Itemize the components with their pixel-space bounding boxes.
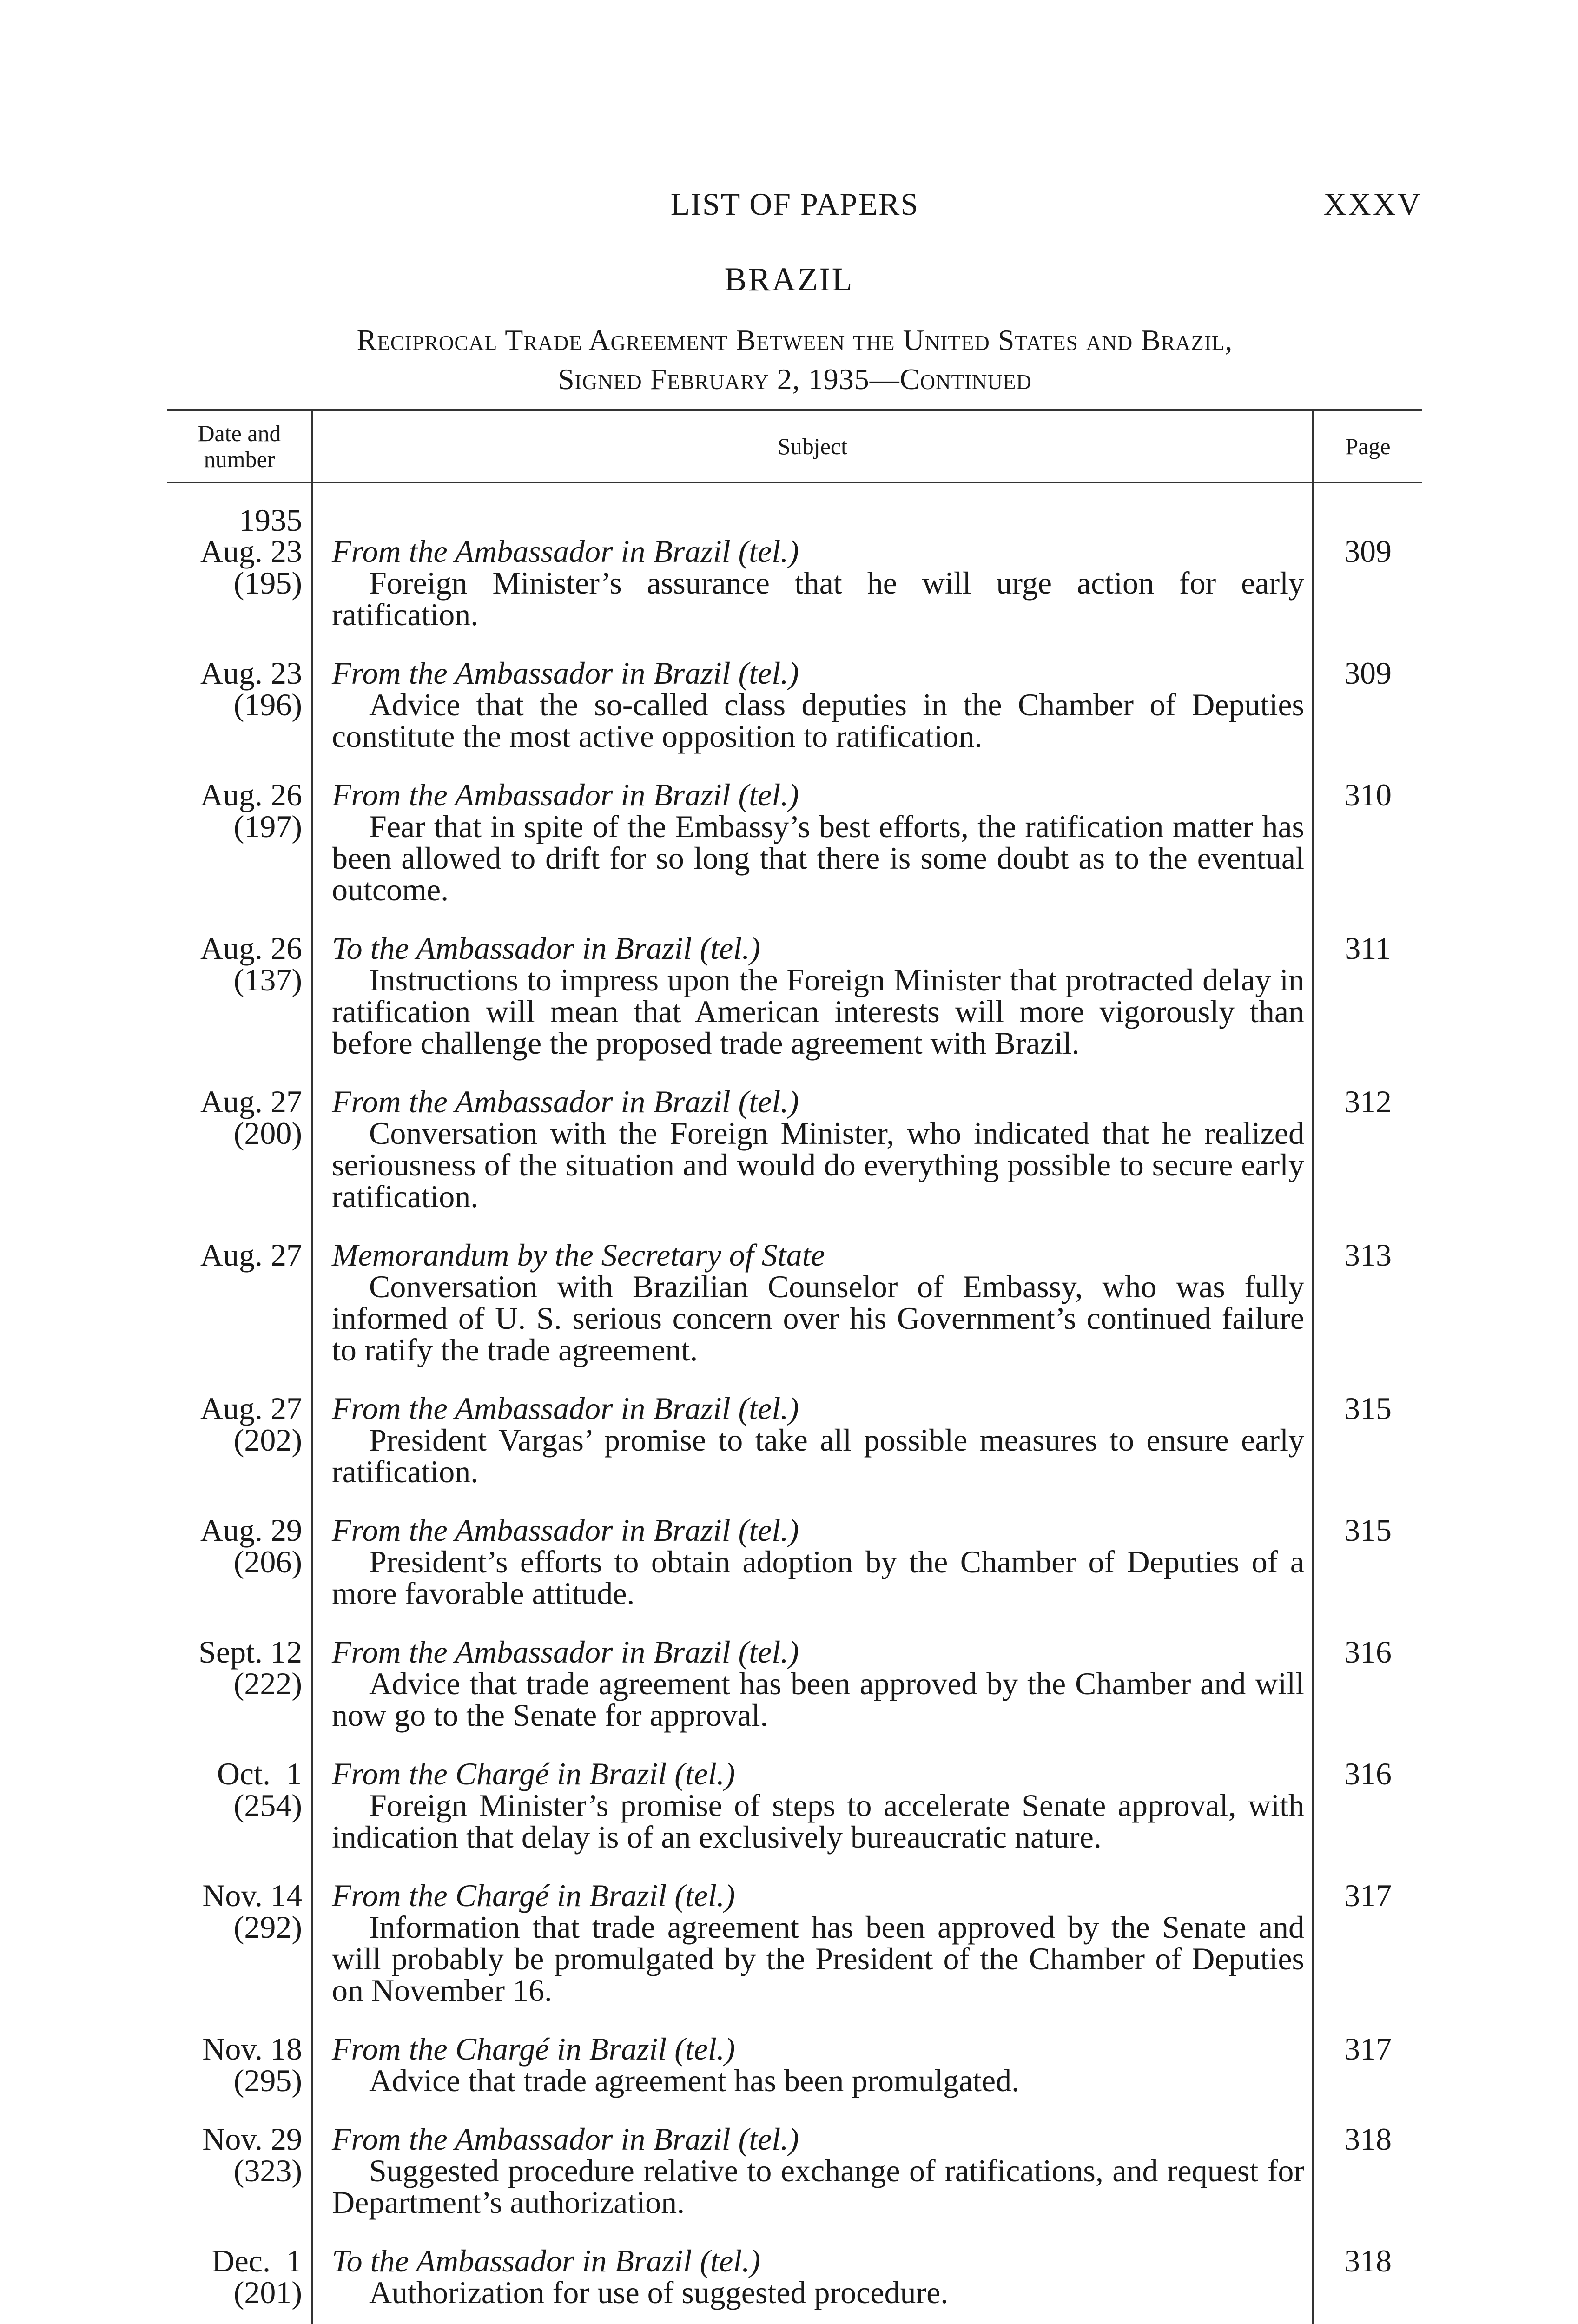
- table-row: [167, 1086, 1422, 1212]
- entry-number: (200): [233, 1116, 302, 1151]
- entry-description: Instructions to impress upon the Foreign Minister that protracted delay in ratification will mean that American interests will more vigorously than before challenge the proposed trade agreement with Brazil.: [332, 962, 1304, 1061]
- entry-number: (222): [233, 1666, 302, 1701]
- entry-page: 309: [1344, 655, 1392, 691]
- entry-description: Advice that the so-called class deputies in the Chamber of Deputies constitute the most active opposition to ratification.: [332, 687, 1304, 754]
- entry-number: (197): [233, 809, 302, 844]
- section-title-line-1: Reciprocal Trade Agreement Between the United States and Brazil,: [357, 324, 1233, 357]
- entry-date: Oct. 1: [217, 1756, 302, 1791]
- section-title-line-2: Signed February 2, 1935—Continued: [558, 363, 1032, 396]
- entry-correspondent: From the Ambassador in Brazil (tel.): [332, 1391, 799, 1426]
- entry-date: Aug. 27: [200, 1237, 302, 1273]
- entry-correspondent: From the Ambassador in Brazil (tel.): [332, 655, 799, 691]
- table-row: [167, 1758, 1422, 1853]
- entry-page: 318: [1344, 2243, 1392, 2278]
- entry-correspondent: Memorandum by the Secretary of State: [332, 1237, 825, 1273]
- column-header-subject: Subject: [778, 433, 847, 459]
- table-row: [167, 779, 1422, 905]
- entry-date: Sept. 12: [198, 1634, 302, 1670]
- column-header-date: [167, 411, 311, 482]
- entry-description: Advice that trade agreement has been promulgated.: [369, 2063, 1020, 2098]
- entry-number: (196): [233, 687, 302, 722]
- entry-page: 310: [1344, 777, 1392, 812]
- entry-description: Conversation with the Foreign Minister, who indicated that he realized seriousness of the situation and would do everything possible to secure early ratification.: [332, 1116, 1304, 1214]
- entry-subject-cell: [332, 1086, 1304, 1212]
- entry-page: 317: [1344, 2031, 1392, 2067]
- entry-date-cell: [167, 2245, 311, 2308]
- entry-date: Aug. 23: [200, 655, 302, 691]
- entries-list: [167, 535, 1422, 2324]
- entry-date-cell: [167, 1086, 311, 1212]
- table-row: [167, 2033, 1422, 2096]
- entry-number: (137): [233, 962, 302, 997]
- entry-subject-cell: [332, 1239, 1304, 1366]
- entry-date-cell: [167, 932, 311, 1059]
- entry-correspondent: From the Chargé in Brazil (tel.): [332, 2031, 735, 2067]
- table-row: [167, 535, 1422, 630]
- entry-page: 317: [1344, 1878, 1392, 1913]
- entry-subject-cell: [332, 1636, 1304, 1731]
- table-row: [167, 1514, 1422, 1609]
- entry-number: (323): [233, 2153, 302, 2188]
- entry-description: Fear that in spite of the Embassy’s best efforts, the ratification matter has been allowed to drift for so long that there is some doubt as to the eventual outcome.: [332, 809, 1304, 907]
- entry-date: Nov. 18: [202, 2031, 302, 2067]
- column-header-page: Page: [1345, 433, 1391, 459]
- table-row: [167, 2245, 1422, 2308]
- entry-date-cell: [167, 1514, 311, 1609]
- entry-date-cell: [167, 779, 311, 905]
- entry-number: (206): [233, 1544, 302, 1579]
- entry-subject-cell: [332, 2245, 1304, 2308]
- entry-correspondent: From the Chargé in Brazil (tel.): [332, 1878, 735, 1913]
- entry-page: 313: [1344, 1237, 1392, 1273]
- entry-correspondent: From the Ambassador in Brazil (tel.): [332, 1512, 799, 1548]
- entry-subject-cell: [332, 1758, 1304, 1853]
- entry-correspondent: From the Ambassador in Brazil (tel.): [332, 2121, 799, 2157]
- column-header-date-line-1: Date and: [198, 420, 281, 446]
- table-header-rule: [167, 482, 1422, 483]
- entry-subject-cell: [332, 932, 1304, 1059]
- entry-page: 318: [1344, 2121, 1392, 2157]
- entry-correspondent: From the Ambassador in Brazil (tel.): [332, 1634, 799, 1670]
- entry-description: President’s efforts to obtain adoption by the Chamber of Deputies of a more favorable attitude.: [332, 1544, 1304, 1611]
- running-head: [167, 186, 1422, 223]
- entry-subject-cell: [332, 1880, 1304, 2006]
- entry-page: 311: [1345, 931, 1391, 966]
- year-label: 1935: [239, 502, 302, 538]
- entry-description: Information that trade agreement has been approved by the Senate and will probably be promulgated by the President of the Chamber of Deputies on November 16.: [332, 1909, 1304, 2008]
- entry-page: 309: [1344, 534, 1392, 569]
- entry-description: Suggested procedure relative to exchange of ratifications, and request for Department’s authorization.: [332, 2153, 1304, 2220]
- entry-correspondent: To the Ambassador in Brazil (tel.): [332, 2243, 760, 2278]
- entry-date-cell: [167, 1758, 311, 1853]
- entry-number: (201): [233, 2275, 302, 2310]
- entry-description: President Vargas’ promise to take all possible measures to ensure early ratification.: [332, 1422, 1304, 1489]
- column-header-date-line-2: number: [204, 446, 275, 472]
- country-heading: BRAZIL: [724, 261, 854, 298]
- entry-correspondent: From the Ambassador in Brazil (tel.): [332, 1084, 799, 1119]
- entry-correspondent: To the Ambassador in Brazil (tel.): [332, 931, 760, 966]
- running-title: LIST OF PAPERS: [670, 186, 919, 222]
- entry-subject-cell: [332, 779, 1304, 905]
- entry-description: Authorization for use of suggested procedure.: [369, 2275, 949, 2310]
- entry-number: (202): [233, 1422, 302, 1458]
- entry-subject-cell: [332, 1514, 1304, 1609]
- page-number: XXXV: [1323, 186, 1422, 222]
- entry-page: 316: [1344, 1634, 1392, 1670]
- entry-date: Aug. 27: [200, 1084, 302, 1119]
- entry-date: Nov. 14: [202, 1878, 302, 1913]
- entry-subject-cell: [332, 2033, 1304, 2096]
- entry-date: Aug. 26: [200, 777, 302, 812]
- entry-date: Aug. 23: [200, 534, 302, 569]
- entry-date: Aug. 26: [200, 931, 302, 966]
- table-row: [167, 1880, 1422, 2006]
- entry-number: (295): [233, 2063, 302, 2098]
- entry-description: Conversation with Brazilian Counselor of Embassy, who was fully informed of U. S. serious concern over his Government’s continued failure to ratify the trade agreement.: [332, 1269, 1304, 1367]
- entry-date: Nov. 29: [202, 2121, 302, 2157]
- entry-description: Foreign Minister’s assurance that he will urge action for early ratification.: [332, 565, 1304, 632]
- entry-subject-cell: [332, 657, 1304, 752]
- table-row: [167, 657, 1422, 752]
- entry-subject-cell: [332, 1393, 1304, 1487]
- entry-subject-cell: [332, 2123, 1304, 2218]
- entry-date-cell: [167, 2033, 311, 2096]
- entry-date-cell: [167, 535, 311, 630]
- entry-subject-cell: [332, 535, 1304, 630]
- entry-date: Dec. 1: [211, 2243, 302, 2278]
- entry-page: 316: [1344, 1756, 1392, 1791]
- entry-description: Foreign Minister’s promise of steps to accelerate Senate approval, with indication that delay is of an exclusively bureaucratic nature.: [332, 1788, 1304, 1855]
- table-row: [167, 2123, 1422, 2218]
- entry-date-cell: [167, 1880, 311, 2006]
- entry-correspondent: From the Ambassador in Brazil (tel.): [332, 534, 799, 569]
- entry-page: 312: [1344, 1084, 1392, 1119]
- entry-number: (195): [233, 565, 302, 601]
- table-row: [167, 1239, 1422, 1366]
- entry-date: Aug. 29: [200, 1512, 302, 1548]
- entry-date-cell: [167, 1239, 311, 1366]
- entry-date-cell: [167, 657, 311, 752]
- entry-correspondent: From the Ambassador in Brazil (tel.): [332, 777, 799, 812]
- entry-date: Aug. 27: [200, 1391, 302, 1426]
- entry-page: 315: [1344, 1512, 1392, 1548]
- section-title: [167, 321, 1422, 399]
- entry-number: (292): [233, 1909, 302, 1945]
- table-row: [167, 932, 1422, 1059]
- entry-date-cell: [167, 1393, 311, 1487]
- entry-correspondent: From the Chargé in Brazil (tel.): [332, 1756, 735, 1791]
- entry-date-cell: [167, 1636, 311, 1731]
- table-row: [167, 1393, 1422, 1487]
- entry-date-cell: [167, 2123, 311, 2218]
- entry-page: 315: [1344, 1391, 1392, 1426]
- entry-description: Advice that trade agreement has been approved by the Chamber and will now go to the Senate for approval.: [332, 1666, 1304, 1733]
- table-row: [167, 1636, 1422, 1731]
- entry-number: (254): [233, 1788, 302, 1823]
